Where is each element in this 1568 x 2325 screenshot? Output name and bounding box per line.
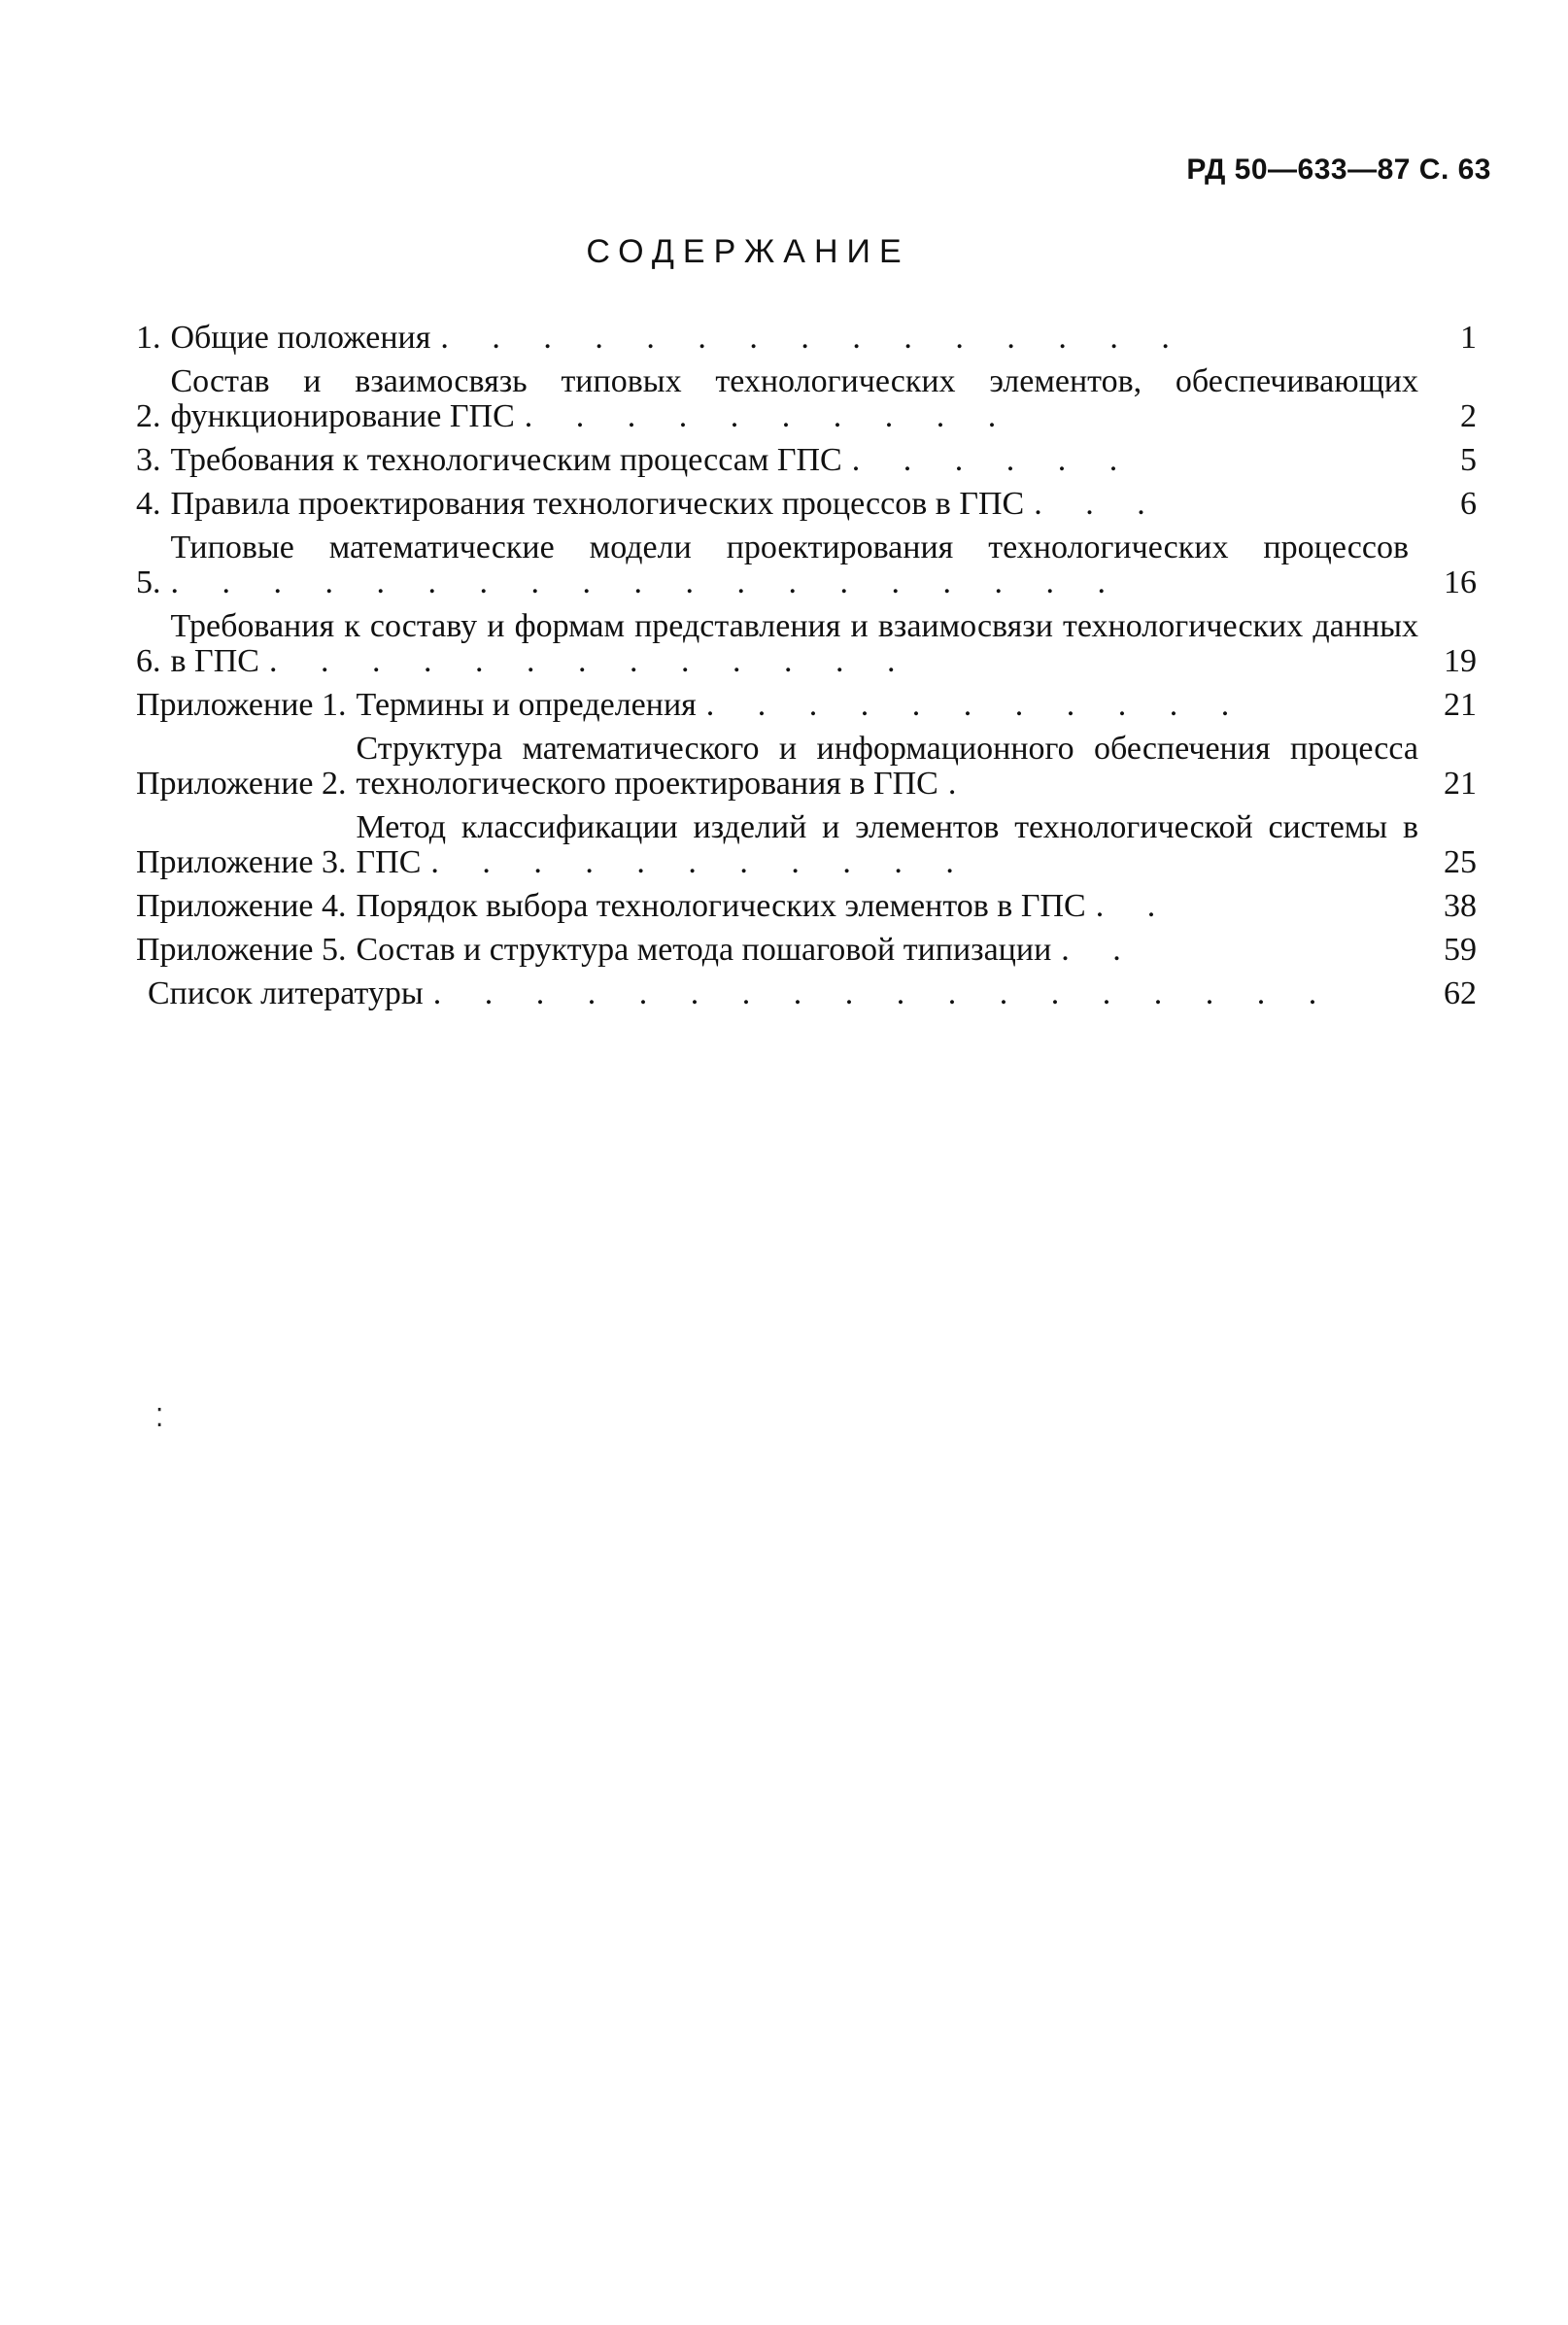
toc-entry bbox=[136, 443, 1477, 478]
dot-leader: . . . . . . . . . . . bbox=[705, 688, 1247, 723]
toc-entry bbox=[136, 364, 1477, 434]
toc-entry-title: Структура математического и информационного обеспечения процесса технологического проектирования в ГПС bbox=[356, 731, 1418, 802]
toc-entry-page: 6 bbox=[1460, 486, 1477, 522]
page-header: РД 50—633—87 С. 63 bbox=[1186, 154, 1491, 186]
toc-entry-title: Метод классификации изделий и элементов технологической системы в ГПС bbox=[356, 809, 1418, 880]
toc-entry bbox=[136, 889, 1477, 924]
toc-entry bbox=[136, 732, 1477, 802]
toc-entry bbox=[136, 688, 1477, 723]
dot-leader: . . bbox=[1061, 933, 1139, 968]
toc-entry-page: 2 bbox=[1460, 398, 1477, 434]
toc-entry-number: 4. bbox=[136, 486, 161, 522]
dot-leader: . . . . . . . . . . . . . bbox=[268, 644, 913, 679]
scan-speck: ⁚ bbox=[155, 1404, 164, 1432]
toc-entry-page: 16 bbox=[1444, 564, 1477, 600]
toc-entry-page: 5 bbox=[1460, 442, 1477, 478]
toc-entry-number: 5. bbox=[136, 564, 161, 600]
toc-entry-title: Требования к технологическим процессам ГПС bbox=[170, 442, 842, 478]
toc-entry-title: Общие положения bbox=[170, 320, 431, 356]
toc-entry-title: Правила проектирования технологических процессов в ГПС bbox=[170, 486, 1025, 522]
toc-entry-number: Приложение 3. bbox=[136, 844, 347, 880]
toc-entry-title: Термины и определения bbox=[356, 687, 697, 723]
toc-entry-number: 6. bbox=[136, 643, 161, 679]
toc-entry-title: Порядок выбора технологических элементов в ГПС bbox=[356, 888, 1086, 924]
toc-entry-number: Приложение 5. bbox=[136, 932, 347, 968]
toc-entry-title: Состав и взаимосвязь типовых технологических элементов, обеспечивающих функционирование ГПС bbox=[170, 363, 1418, 434]
toc-entry bbox=[136, 609, 1477, 679]
dot-leader: . . . . . . . . . . . bbox=[430, 845, 971, 880]
toc-entry-page: 1 bbox=[1460, 320, 1477, 356]
toc-entry-number: 1. bbox=[136, 320, 161, 356]
dot-leader: . . . . . . . . . . . . . . . . . . bbox=[432, 976, 1335, 1011]
toc-entry-title: Список литературы bbox=[148, 975, 424, 1011]
toc-entry-title: Требования к составу и формам представления и взаимосвязи технологических данных в ГПС bbox=[170, 608, 1418, 679]
toc-entry bbox=[136, 933, 1477, 968]
toc-entry-title: Типовые математические модели проектирования технологических процессов bbox=[170, 530, 1409, 565]
toc-entry-number: 2. bbox=[136, 398, 161, 434]
toc-entry-page: 38 bbox=[1444, 888, 1477, 924]
dot-leader: . . . . . . bbox=[851, 443, 1136, 478]
dot-leader: . . . . . . . . . . . . . . . . . . . bbox=[170, 565, 1123, 600]
toc-entry-page: 21 bbox=[1444, 687, 1477, 723]
toc-entry-page: 25 bbox=[1444, 844, 1477, 880]
toc-entry bbox=[136, 487, 1477, 522]
toc-entry bbox=[136, 976, 1477, 1011]
toc-entry-number: Приложение 1. bbox=[136, 687, 347, 723]
dot-leader: . . . . . . . . . . . . . . . bbox=[440, 321, 1187, 356]
dot-leader: . . . . . . . . . . bbox=[524, 399, 1014, 434]
toc-entry-page: 19 bbox=[1444, 643, 1477, 679]
toc-entry-number: Приложение 2. bbox=[136, 766, 347, 802]
toc-entry bbox=[136, 810, 1477, 880]
dot-leader: . bbox=[947, 767, 974, 802]
toc-entry-number: Приложение 4. bbox=[136, 888, 347, 924]
toc-entry-number: 3. bbox=[136, 442, 161, 478]
table-of-contents bbox=[136, 321, 1477, 1020]
dot-leader: . . . bbox=[1034, 487, 1163, 522]
toc-entry-page: 21 bbox=[1444, 766, 1477, 802]
toc-entry-title: Состав и структура метода пошаговой типизации bbox=[356, 932, 1052, 968]
toc-entry-page: 62 bbox=[1444, 975, 1477, 1011]
toc-entry-page: 59 bbox=[1444, 932, 1477, 968]
dot-leader: . . bbox=[1095, 889, 1174, 924]
toc-title: СОДЕРЖАНИЕ bbox=[586, 233, 910, 270]
toc-entry bbox=[136, 530, 1477, 600]
toc-entry bbox=[136, 321, 1477, 356]
